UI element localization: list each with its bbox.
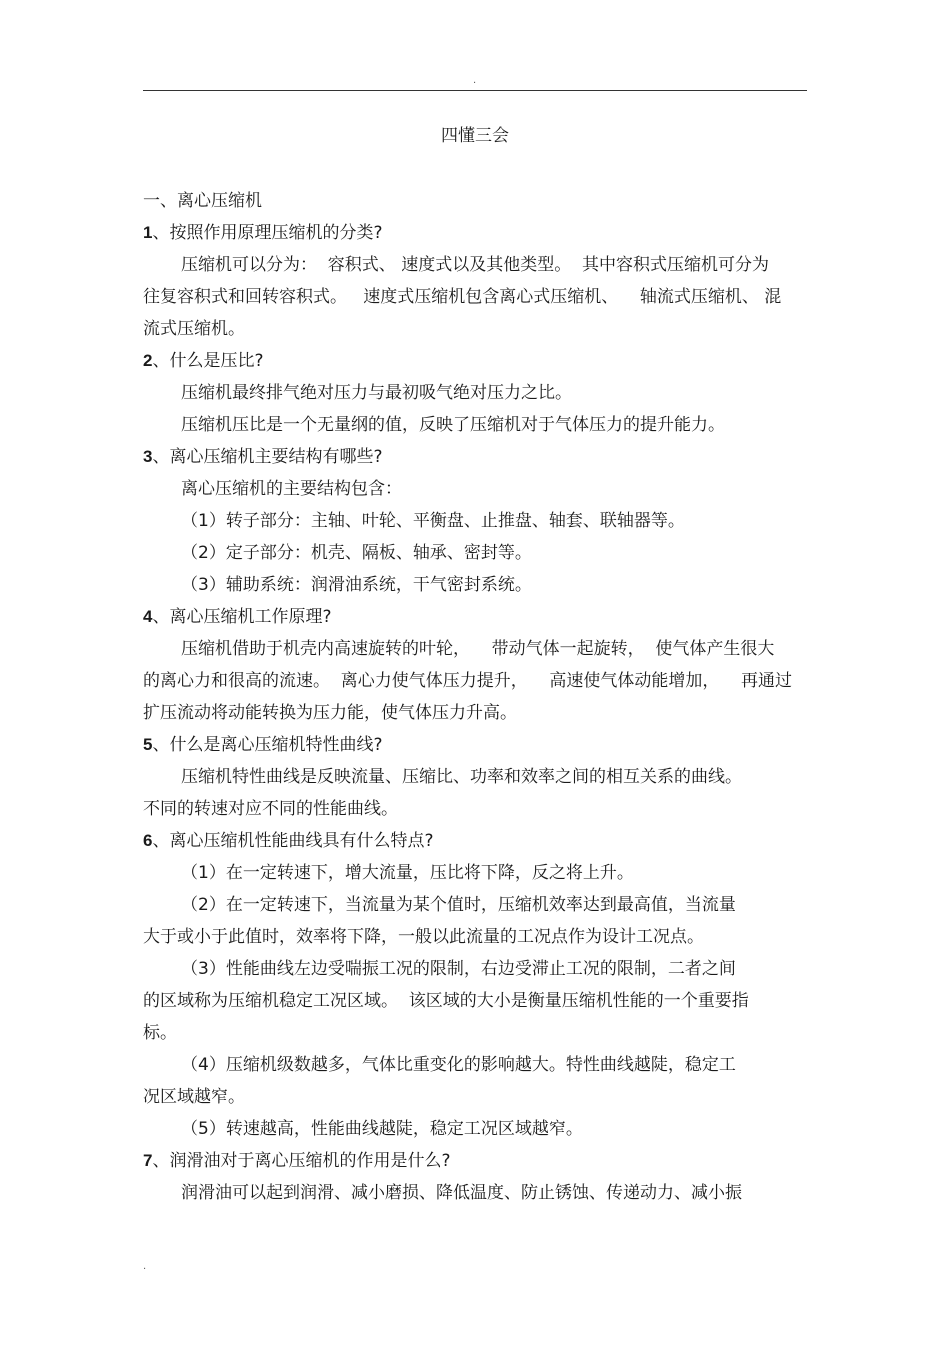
text-line (143, 926, 704, 948)
text-line (181, 574, 532, 596)
question-line (143, 1150, 451, 1172)
text-line (181, 478, 402, 500)
line-text: 的离心力和很高的流速。 离心力使气体压力提升， 高速使气体动能增加， 再通过 (143, 671, 793, 691)
line-text: 、按照作用原理压缩机的分类? (152, 223, 383, 243)
text-line (181, 1054, 736, 1076)
text-line (143, 1022, 177, 1044)
line-text: 往复容积式和回转容积式。 速度式压缩机包含离心式压缩机、 轴流式压缩机、 混 (143, 287, 782, 307)
line-text: 、什么是离心压缩机特性曲线? (152, 735, 383, 755)
text-line (181, 414, 725, 436)
header-dot: . (473, 75, 477, 86)
text-line (143, 670, 792, 692)
text-line (143, 190, 262, 212)
line-text: 、离心压缩机主要结构有哪些? (152, 447, 383, 467)
line-text: （1）在一定转速下，增大流量，压比将下降，反之将上升。 (181, 863, 634, 883)
line-text: 标。 (143, 1023, 177, 1043)
line-text: 、离心压缩机性能曲线具有什么特点? (152, 831, 434, 851)
line-text: （3）性能曲线左边受喘振工况的限制，右边受滞止工况的限制，二者之间 (181, 959, 736, 979)
line-text: （3）辅助系统：润滑油系统，干气密封系统。 (181, 575, 532, 595)
line-text: （2）在一定转速下，当流量为某个值时，压缩机效率达到最高值，当流量 (181, 895, 736, 915)
line-text: 、什么是压比? (152, 351, 264, 371)
question-number: 3 (143, 447, 153, 466)
line-text: 压缩机最终排气绝对压力与最初吸气绝对压力之比。 (181, 383, 572, 403)
text-line (181, 382, 572, 404)
line-text: 扩压流动将动能转换为压力能，使气体压力升高。 (143, 703, 517, 723)
line-text: 不同的转速对应不同的性能曲线。 (143, 799, 398, 819)
question-number: 1 (143, 223, 153, 242)
question-line (143, 830, 434, 852)
question-number: 2 (143, 351, 153, 370)
line-text: 压缩机借助于机壳内高速旋转的叶轮， 带动气体一起旋转， 使气体产生很大 (181, 639, 775, 659)
line-text: 况区域越窄。 (143, 1087, 245, 1107)
question-line (143, 446, 383, 468)
question-line (143, 350, 264, 372)
line-text: 离心压缩机的主要结构包含： (181, 479, 402, 499)
line-text: （1）转子部分：主轴、叶轮、平衡盘、止推盘、轴套、联轴器等。 (181, 511, 685, 531)
line-text: （2）定子部分：机壳、隔板、轴承、密封等。 (181, 543, 532, 563)
text-line (181, 1182, 742, 1204)
line-text: 的区域称为压缩机稳定工况区域。 该区域的大小是衡量压缩机性能的一个重要指 (143, 991, 749, 1011)
text-line (181, 894, 736, 916)
line-text: 压缩机可以分为： 容积式、 速度式以及其他类型。 其中容积式压缩机可分为 (181, 255, 770, 275)
line-text: 一、离心压缩机 (143, 191, 262, 211)
line-text: 、离心压缩机工作原理? (152, 607, 332, 627)
text-line (181, 1118, 583, 1140)
line-text: 、润滑油对于离心压缩机的作用是什么? (152, 1151, 451, 1171)
text-line (181, 862, 634, 884)
line-text: （4）压缩机级数越多，气体比重变化的影响越大。特性曲线越陡，稳定工 (181, 1055, 736, 1075)
question-line (143, 222, 383, 244)
text-line (181, 542, 532, 564)
page-title: 四懂三会 (441, 126, 509, 146)
line-text: 压缩机特性曲线是反映流量、压缩比、功率和效率之间的相互关系的曲线。 (181, 767, 742, 787)
question-number: 5 (143, 735, 153, 754)
text-line (143, 990, 749, 1012)
text-line (181, 766, 742, 788)
line-text: 润滑油可以起到润滑、减小磨损、降低温度、防止锈蚀、传递动力、减小振 (181, 1183, 742, 1203)
text-line (143, 798, 398, 820)
question-number: 7 (143, 1151, 153, 1170)
line-text: 大于或小于此值时，效率将下降，一般以此流量的工况点作为设计工况点。 (143, 927, 704, 947)
question-line (143, 734, 383, 756)
question-number: 6 (143, 831, 153, 850)
text-line (181, 254, 769, 276)
text-line (181, 510, 685, 532)
header-rule (143, 90, 807, 91)
question-number: 4 (143, 607, 153, 626)
question-line (143, 606, 332, 628)
line-text: 压缩机压比是一个无量纲的值，反映了压缩机对于气体压力的提升能力。 (181, 415, 725, 435)
text-line (143, 1086, 245, 1108)
text-line (143, 286, 781, 308)
line-text: 流式压缩机。 (143, 319, 245, 339)
footer-dot: . (143, 1261, 147, 1272)
text-line (181, 638, 774, 660)
text-line (143, 702, 517, 724)
text-line (143, 318, 245, 340)
line-text: （5）转速越高，性能曲线越陡，稳定工况区域越窄。 (181, 1119, 583, 1139)
text-line (181, 958, 736, 980)
